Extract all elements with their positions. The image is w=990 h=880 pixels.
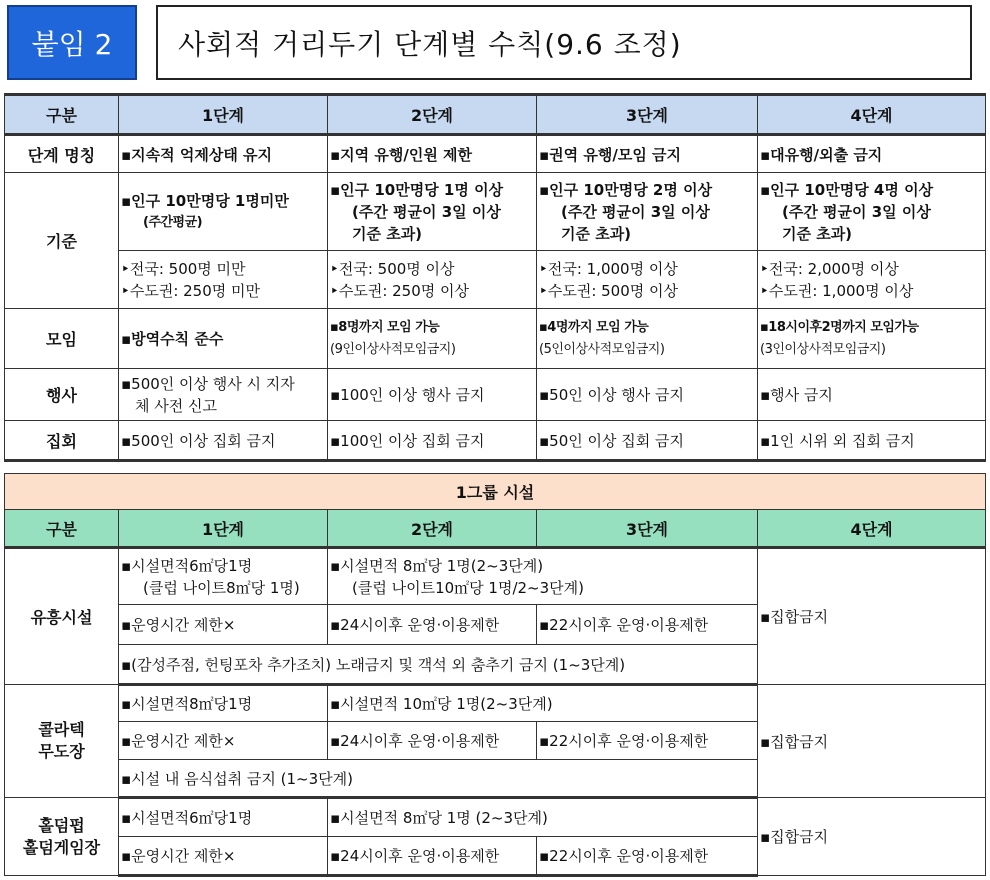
header-category: 구분 bbox=[5, 510, 119, 548]
criteria-main-3-line3: 기준 초과) bbox=[561, 224, 632, 243]
stage-name-3: ▪권역 유행/모임 금지 bbox=[537, 135, 758, 173]
criteria-main-4-line3: 기준 초과) bbox=[782, 224, 853, 243]
header-stage-4: 4단계 bbox=[758, 510, 986, 548]
criteria-main-1-line2: (주간평균) bbox=[143, 214, 203, 230]
hol-area-1: ▪시설면적6㎡당1명 bbox=[119, 798, 328, 837]
row-label-rally: 집회 bbox=[5, 421, 119, 461]
criteria-main-2-line3: 기준 초과) bbox=[352, 224, 423, 243]
criteria-main-3 bbox=[537, 173, 758, 251]
criteria-main-4-line1: ▪인구 10만명당 4명 이상 bbox=[760, 180, 934, 199]
holdem-label-line2: 홀덤게임장 bbox=[22, 837, 101, 857]
hol-area-2-3: ▪시설면적 8㎡당 1명 (2~3단계) bbox=[328, 798, 758, 837]
col-extra: ▪시설 내 음식섭취 금지 (1~3단계) bbox=[119, 760, 758, 798]
table-row bbox=[5, 369, 986, 421]
table-row bbox=[5, 173, 986, 251]
criteria-sub-1-national: ‣전국: 500명 미만 bbox=[121, 259, 246, 278]
hol-hours-3: ▪22시이후 운영·이용제한 bbox=[537, 837, 758, 876]
gathering-3-line2: (5인이상사적모임금지) bbox=[539, 341, 665, 357]
gathering-2-line1: ▪8명까지 모임 가능 bbox=[330, 319, 440, 335]
gathering-3-line1: ▪4명까지 모임 가능 bbox=[539, 319, 649, 335]
group-title-row bbox=[5, 474, 986, 510]
hol-stage-4: ▪집합금지 bbox=[758, 798, 986, 876]
col-area-1: ▪시설면적8㎡당1명 bbox=[119, 685, 328, 722]
col-area-2-3: ▪시설면적 10㎡당 1명(2~3단계) bbox=[328, 685, 758, 722]
stage-name-1: ▪지속적 억제상태 유지 bbox=[119, 135, 328, 173]
page-title: 사회적 거리두기 단계별 수칙(9.6 조정) bbox=[156, 5, 972, 80]
row-label-holdem bbox=[5, 798, 119, 876]
event-4: ▪행사 금지 bbox=[758, 369, 986, 421]
header-stage-2: 2단계 bbox=[328, 95, 537, 135]
ent-area-1-line1: ▪시설면적6㎡당1명 bbox=[121, 556, 253, 575]
attachment-badge: 붙임 2 bbox=[7, 5, 137, 80]
event-3: ▪50인 이상 행사 금지 bbox=[537, 369, 758, 421]
row-label-gathering: 모임 bbox=[5, 309, 119, 369]
ent-stage-4: ▪집합금지 bbox=[758, 548, 986, 685]
criteria-sub-2-national: ‣전국: 500명 이상 bbox=[330, 259, 455, 278]
event-2: ▪100인 이상 행사 금지 bbox=[328, 369, 537, 421]
header-category: 구분 bbox=[5, 95, 119, 135]
col-hours-3: ▪22시이후 운영·이용제한 bbox=[537, 722, 758, 760]
ent-area-2-3 bbox=[328, 548, 758, 605]
stage-name-4: ▪대유행/외출 금지 bbox=[758, 135, 986, 173]
hol-hours-2: ▪24시이후 운영·이용제한 bbox=[328, 837, 537, 876]
gathering-3 bbox=[537, 309, 758, 369]
group-title: 1그룹 시설 bbox=[5, 474, 986, 510]
row-label-criteria: 기준 bbox=[5, 173, 119, 309]
header-stage-4: 4단계 bbox=[758, 95, 986, 135]
ent-hours-2: ▪24시이후 운영·이용제한 bbox=[328, 605, 537, 645]
criteria-sub-4 bbox=[758, 251, 986, 309]
ent-hours-1: ▪운영시간 제한× bbox=[119, 605, 328, 645]
criteria-sub-1 bbox=[119, 251, 328, 309]
header-stage-3: 3단계 bbox=[537, 510, 758, 548]
criteria-sub-3-national: ‣전국: 1,000명 이상 bbox=[539, 259, 678, 278]
criteria-sub-4-capital: ‣수도권: 1,000명 이상 bbox=[760, 281, 914, 300]
gathering-2-line2: (9인이상사적모임금지) bbox=[330, 341, 456, 357]
gathering-2 bbox=[328, 309, 537, 369]
group1-facilities-table bbox=[4, 473, 986, 877]
header-stage-3: 3단계 bbox=[537, 95, 758, 135]
gathering-4-line2: (3인이상사적모임금지) bbox=[760, 341, 886, 357]
gathering-4-line1: ▪18시이후2명까지 모임가능 bbox=[760, 319, 919, 335]
row-label-colatec bbox=[5, 685, 119, 798]
table-row bbox=[5, 798, 986, 837]
table-row bbox=[5, 251, 986, 309]
event-1-line1: ▪500인 이상 행사 시 지자 bbox=[121, 374, 295, 393]
col-hours-2: ▪24시이후 운영·이용제한 bbox=[328, 722, 537, 760]
ent-area-1 bbox=[119, 548, 328, 605]
rally-2: ▪100인 이상 집회 금지 bbox=[328, 421, 537, 461]
gathering-1: ▪방역수칙 준수 bbox=[119, 309, 328, 369]
row-label-event: 행사 bbox=[5, 369, 119, 421]
criteria-main-2-line1: ▪인구 10만명당 1명 이상 bbox=[330, 180, 504, 199]
table-header-row bbox=[5, 510, 986, 548]
rally-3: ▪50인 이상 집회 금지 bbox=[537, 421, 758, 461]
criteria-main-1 bbox=[119, 173, 328, 251]
criteria-main-4 bbox=[758, 173, 986, 251]
criteria-sub-4-national: ‣전국: 2,000명 이상 bbox=[760, 259, 899, 278]
criteria-main-4-line2: (주간 평균이 3일 이상 bbox=[782, 202, 931, 221]
header-stage-1: 1단계 bbox=[119, 510, 328, 548]
gathering-4 bbox=[758, 309, 986, 369]
criteria-sub-3-capital: ‣수도권: 500명 이상 bbox=[539, 281, 679, 300]
table-header-row bbox=[5, 95, 986, 135]
criteria-main-2-line2: (주간 평균이 3일 이상 bbox=[352, 202, 501, 221]
table-row bbox=[5, 421, 986, 461]
stage-rules-table bbox=[4, 93, 986, 462]
criteria-main-1-line1: ▪인구 10만명당 1명미만 bbox=[121, 191, 289, 210]
table-row bbox=[5, 548, 986, 605]
ent-area-2-line1: ▪시설면적 8㎡당 1명(2~3단계) bbox=[330, 556, 544, 575]
criteria-sub-1-capital: ‣수도권: 250명 미만 bbox=[121, 281, 261, 300]
row-label-entertainment: 유흥시설 bbox=[5, 548, 119, 685]
colatec-label-line1: 콜라텍 bbox=[38, 720, 85, 739]
colatec-label-line2: 무도장 bbox=[38, 742, 85, 761]
ent-hours-3: ▪22시이후 운영·이용제한 bbox=[537, 605, 758, 645]
stage-name-2: ▪지역 유행/인원 제한 bbox=[328, 135, 537, 173]
ent-area-2-line2: (클럽 나이트10㎡당 1명/2~3단계) bbox=[352, 578, 584, 597]
hol-hours-1: ▪운영시간 제한× bbox=[119, 837, 328, 876]
criteria-main-3-line1: ▪인구 10만명당 2명 이상 bbox=[539, 180, 713, 199]
table-row bbox=[5, 685, 986, 722]
criteria-sub-2-capital: ‣수도권: 250명 이상 bbox=[330, 281, 470, 300]
row-label-stage-name: 단계 명칭 bbox=[5, 135, 119, 173]
header-stage-1: 1단계 bbox=[119, 95, 328, 135]
col-hours-1: ▪운영시간 제한× bbox=[119, 722, 328, 760]
header-stage-2: 2단계 bbox=[328, 510, 537, 548]
rally-4: ▪1인 시위 외 집회 금지 bbox=[758, 421, 986, 461]
rally-1: ▪500인 이상 집회 금지 bbox=[119, 421, 328, 461]
event-1-line2: 체 사전 신고 bbox=[135, 396, 217, 415]
holdem-label-line1: 홀덤펍 bbox=[38, 815, 85, 835]
table-row bbox=[5, 135, 986, 173]
ent-area-1-line2: (클럽 나이트8㎡당 1명) bbox=[143, 578, 300, 597]
ent-extra: ▪(감성주점, 헌팅포차 추가조치) 노래금지 및 객석 외 춤추기 금지 (1~3단계) bbox=[119, 645, 758, 685]
col-stage-4: ▪집합금지 bbox=[758, 685, 986, 798]
criteria-main-3-line2: (주간 평균이 3일 이상 bbox=[561, 202, 710, 221]
table-row bbox=[5, 309, 986, 369]
criteria-main-2 bbox=[328, 173, 537, 251]
event-1 bbox=[119, 369, 328, 421]
criteria-sub-3 bbox=[537, 251, 758, 309]
criteria-sub-2 bbox=[328, 251, 537, 309]
